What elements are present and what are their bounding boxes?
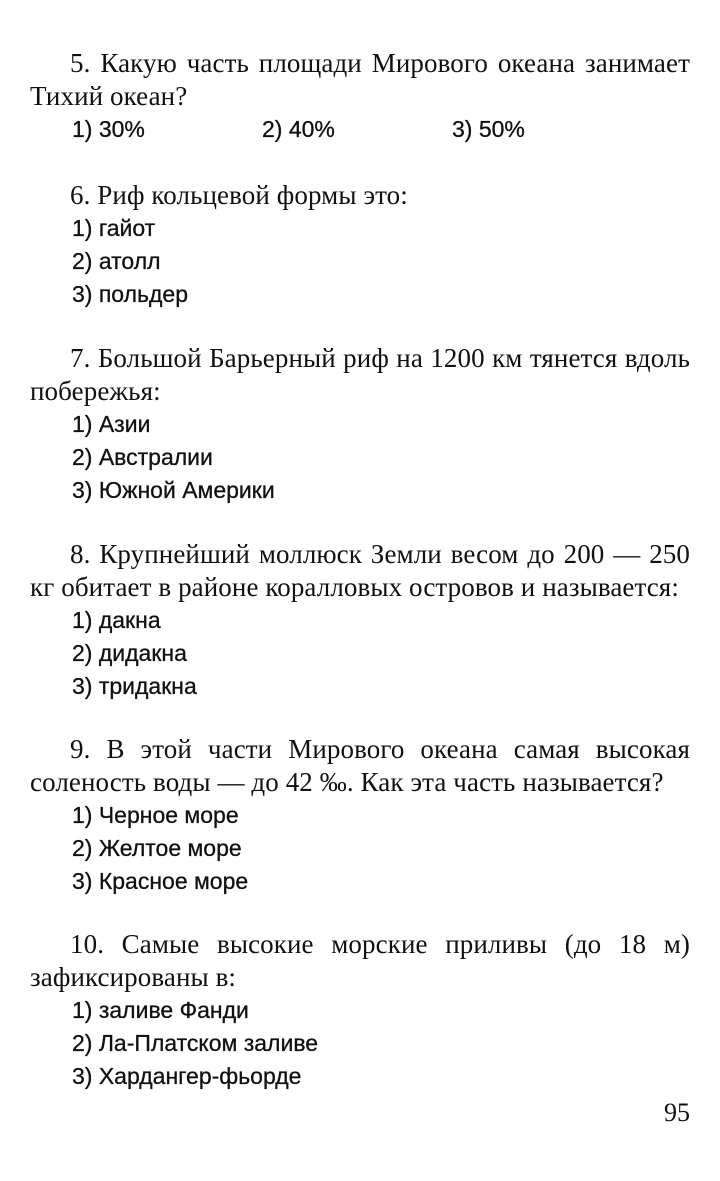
option: 2) атолл (72, 248, 161, 274)
option: 2) дидакна (72, 640, 187, 666)
question-10 (30, 928, 690, 1093)
question-text: 6. Риф кольцевой формы это: (70, 180, 408, 210)
question-text: 9. В этой части Мирового океана самая высокая соленость воды — до 42 ‰. Как эта часть называется? (30, 734, 690, 797)
option: 3) Хардангер-фьорде (72, 1063, 302, 1089)
option: 3) Красное море (72, 868, 249, 894)
option: 1) 30% (72, 116, 145, 142)
option: 1) гайот (72, 215, 156, 241)
question-text: 8. Крупнейший моллюск Земли весом до 200 — 250 кг обитает в районе коралловых островов и называется: (30, 539, 690, 602)
option: 1) Черное море (72, 802, 239, 828)
question-text: 7. Большой Барьерный риф на 1200 км тянется вдоль побережья: (30, 343, 690, 406)
question-6 (30, 179, 690, 311)
options-row (30, 113, 690, 146)
question-5 (30, 47, 690, 146)
option: 2) 40% (262, 116, 335, 142)
question-9 (30, 733, 690, 898)
option: 3) польдер (72, 281, 188, 307)
option: 2) Желтое море (72, 835, 242, 861)
option: 1) заливе Фанди (72, 997, 249, 1023)
option: 3) 50% (452, 116, 525, 142)
option: 1) дакна (72, 607, 161, 633)
option: 1) Азии (72, 411, 151, 437)
option: 2) Австралии (72, 444, 213, 470)
option: 3) Южной Америки (72, 477, 275, 503)
question-text: 10. Самые высокие морские приливы (до 18 м) зафиксированы в: (30, 929, 690, 992)
page-number: 95 (664, 1098, 690, 1127)
question-text: 5. Какую часть площади Мирового океана занимает Тихий океан? (30, 48, 690, 111)
question-8 (30, 538, 690, 703)
option: 3) тридакна (72, 673, 197, 699)
option: 2) Ла-Платском заливе (72, 1030, 319, 1056)
question-7 (30, 342, 690, 507)
